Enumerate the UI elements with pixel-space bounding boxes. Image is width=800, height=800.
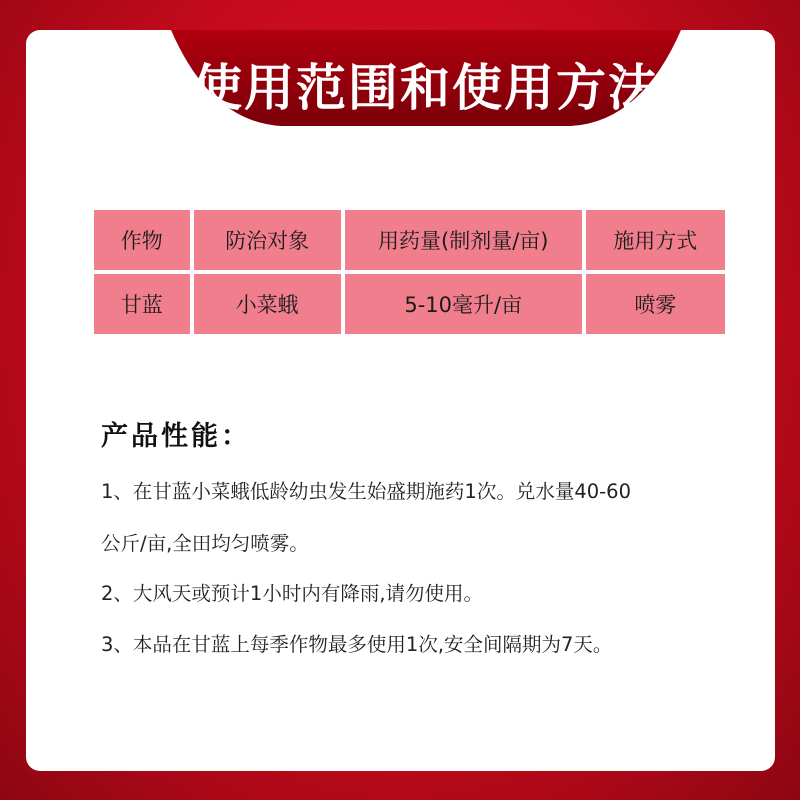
table-row — [94, 274, 725, 334]
cell-crop: 甘蓝 — [94, 274, 190, 334]
table-header-row — [94, 210, 725, 270]
performance-line-3: 2、大风天或预计1小时内有降雨,请勿使用。 — [101, 582, 484, 605]
performance-title: 产品性能： — [101, 421, 251, 452]
cell-target: 小菜蛾 — [194, 274, 341, 334]
cell-dosage: 5-10毫升/亩 — [345, 274, 582, 334]
performance-line-2: 公斤/亩,全田均匀喷雾。 — [101, 532, 309, 555]
header-cell-method: 施用方式 — [586, 210, 725, 270]
performance-line-1: 1、在甘蓝小菜蛾低龄幼虫发生始盛期施药1次。兑水量40-60 — [101, 480, 631, 503]
title-banner — [171, 30, 681, 134]
usage-table — [90, 206, 729, 338]
performance-line-4: 3、本品在甘蓝上每季作物最多使用1次,安全间隔期为7天。 — [101, 633, 613, 656]
header-cell-crop: 作物 — [94, 210, 190, 270]
cell-method: 喷雾 — [586, 274, 725, 334]
banner-title: 使用范围和使用方法 — [192, 59, 660, 117]
content-card — [26, 30, 775, 771]
header-cell-dosage: 用药量(制剂量/亩) — [345, 210, 582, 270]
header-cell-target: 防治对象 — [194, 210, 341, 270]
